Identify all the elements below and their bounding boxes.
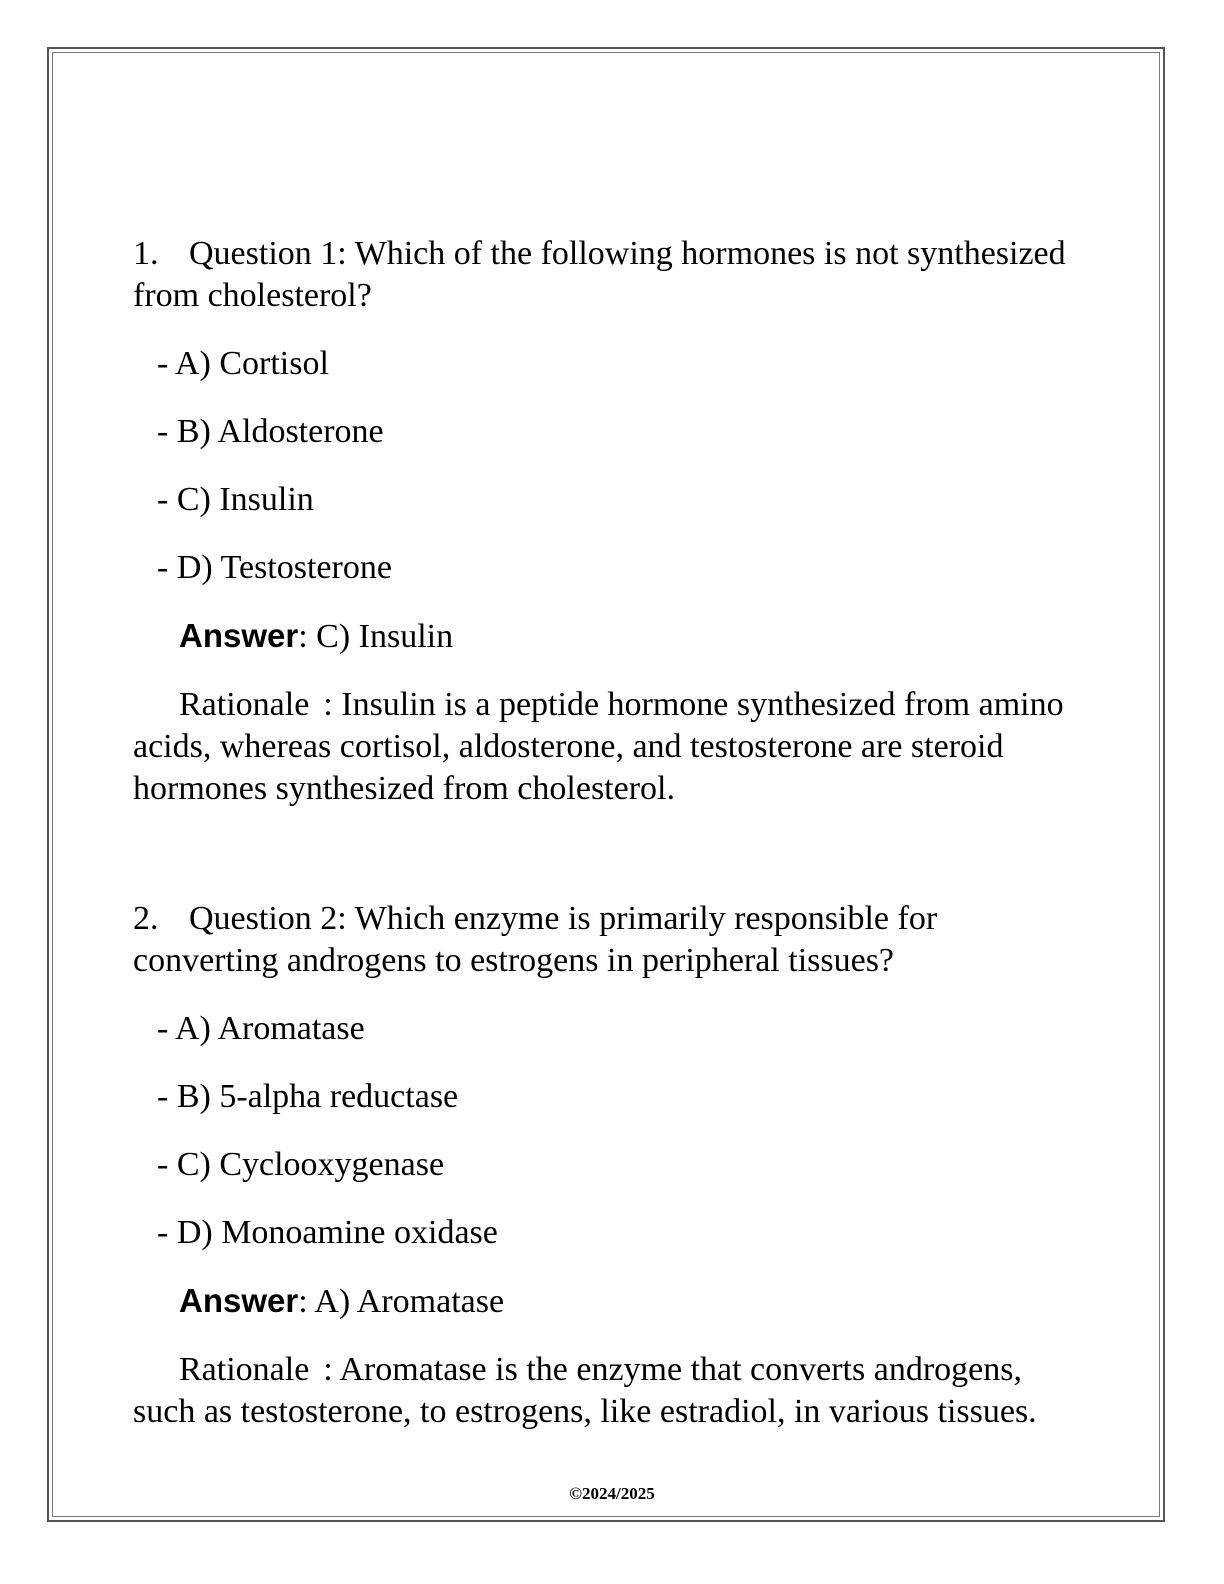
document-body: [133, 233, 1073, 1433]
answer-value: : C) Insulin: [298, 618, 454, 655]
question-text: Question 1: Which of the following hormones is not synthesized from cholesterol?: [133, 235, 1066, 314]
question-text: Question 2: Which enzyme is primarily responsible for converting androgens to estrogens in peripheral tissues?: [133, 900, 938, 979]
rationale-paragraph: [133, 684, 1073, 810]
question-number: 1.: [133, 235, 159, 272]
answer-label: Answer: [179, 1282, 299, 1319]
rationale-label: Rationale: [179, 1351, 310, 1388]
answer-label: Answer: [179, 617, 299, 654]
rationale-label: Rationale: [179, 686, 310, 723]
option-c: - C) Insulin: [157, 481, 314, 518]
option-c: - C) Cyclooxygenase: [157, 1146, 445, 1183]
rationale-text: : Insulin is a peptide hormone synthesized from amino acids, whereas cortisol, aldosterone, and testosterone are steroid hormones synthesized from cholesterol.: [133, 686, 1064, 807]
option-d: - D) Testosterone: [157, 549, 392, 586]
answer-value: : A) Aromatase: [298, 1283, 505, 1320]
question-block-2: [133, 898, 1073, 1433]
answer-line: [179, 1280, 1073, 1323]
option-b: - B) 5-alpha reductase: [157, 1078, 459, 1115]
question-1: [133, 233, 1073, 317]
option-b: - B) Aldosterone: [157, 413, 384, 450]
option-a: - A) Cortisol: [157, 345, 329, 382]
option-d: - D) Monoamine oxidase: [157, 1214, 498, 1251]
copyright-footer: ©2024/2025: [569, 1484, 655, 1503]
question-number: 2.: [133, 900, 159, 937]
question-block-1: [133, 233, 1073, 810]
answer-line: [179, 615, 1073, 658]
rationale-paragraph: [133, 1349, 1073, 1433]
rationale-text: : Aromatase is the enzyme that converts androgens, such as testosterone, to estrogens, like estradiol, in various tissues.: [133, 1351, 1037, 1430]
question-2: [133, 898, 1073, 982]
option-a: - A) Aromatase: [157, 1010, 365, 1047]
